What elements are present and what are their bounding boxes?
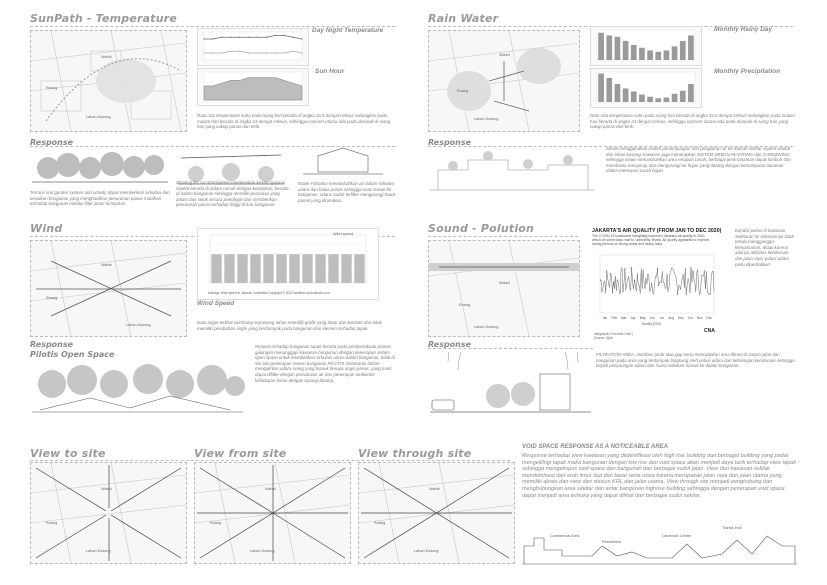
data-point (230, 51, 231, 52)
chart-title-wind: Wind Speed (197, 300, 235, 307)
map-label-ruang: Ruang (210, 521, 222, 525)
view-to-heading: View to site (30, 447, 106, 460)
air-quality-footer: Infographic: Kenneth Chia | Source: IQAir (594, 332, 633, 340)
data-point (248, 37, 249, 38)
data-point (301, 38, 302, 39)
data-point (284, 35, 285, 36)
data-point (266, 37, 267, 38)
bar-nov (680, 41, 686, 60)
month-tick-label: Oct (687, 316, 693, 320)
bar-sep (664, 50, 670, 60)
month-tick-label: Feb (611, 316, 617, 320)
chart-title-rainy: Monthly Rainy Day (714, 26, 773, 33)
month-tick-label: Jan (602, 316, 608, 320)
street-label-4: Transit-Hub (722, 526, 742, 530)
bar-nov (680, 91, 686, 102)
data-point (212, 52, 213, 53)
air-quality-title: JAKARTA'S AIR QUALITY (FROM JAN TO DEC 2020) (592, 228, 722, 234)
divider (428, 348, 593, 349)
bar-may (263, 254, 273, 283)
map-label-lahan-kosong: Lahan Kosong (86, 549, 111, 553)
divider (428, 236, 578, 237)
bar-mar (237, 254, 247, 283)
chart-day-night (197, 28, 309, 66)
bar-may (631, 45, 637, 60)
bar-may (631, 92, 637, 103)
month-tick-label: Sep (677, 316, 684, 320)
month-tick-label: Aug (668, 316, 675, 320)
rain-response-text: Selain menggunakan sistem penampungan dan pengaliran air ke daerah sekitar seperti waduk dan lahan kosong, kawasan juga menerapkan SISTEM URBAN PLANTING dan GARDENING, sehingga selain menambahkan area resapan tanah, berbagai jenis tanaman dapat tumbuh dan membantu menyerap dan mengurangi air hujan yang datang dengan kemampuan tanaman dalam merespon curah hujan. (606, 146, 791, 174)
response-heading: Response (30, 138, 74, 147)
chart-title-sun-hour: Sun Hour (315, 68, 345, 75)
month-tick-label: Mar (621, 316, 627, 320)
bar-apr (250, 254, 260, 283)
data-point (230, 37, 231, 38)
bar-nov (341, 254, 351, 283)
response-text-shading: Shading for cut atmosphere memberikan kesan nyaman seperti berada di dalam rumah dengan kesejukan, berada di dalam bangunan sehingga memiliki perasaan yang dalam dan sejuk secara psikologis dan memberikan penurunan panas terhadap tinggi di luar bangunan. (176, 180, 289, 208)
sun-hour-chart (198, 69, 308, 105)
terrace-garden-sketch (30, 148, 170, 188)
bar-aug (655, 98, 661, 102)
sunpath-heading: SunPath - Temperature (30, 12, 178, 25)
month-tick-label: Jul (659, 316, 664, 320)
bar-apr (623, 41, 629, 60)
bar-jan (598, 33, 604, 60)
wind-chart-xlabel: Average wind speed in Jakarta, Indonesia Copyright © 2022 weather-and-climate.com (208, 291, 330, 295)
data-point (212, 38, 213, 39)
data-point (266, 52, 267, 53)
wind-legend: Wind speed (333, 232, 354, 236)
map-label-wahid: Wahid (101, 487, 112, 491)
sound-side-text: Kondisi polusi di kawasan Sekitaran ini sebenarnya tidak terlalu mengganggu kenyamanan, tetapi karena adanya aktivitas kendaraan dan jalan raya, polusi udara perlu diperhatikan. (735, 228, 794, 267)
street-label-3: Landmark Center (662, 534, 692, 538)
map-label-lahan-kosong: Lahan Kosong (86, 115, 111, 119)
map-label-wahid: Wahid (499, 53, 510, 57)
air-quality-chart (592, 253, 722, 323)
view-to-map (30, 462, 187, 564)
water-filtration-sketch (298, 144, 388, 180)
wind-heading: Wind (30, 222, 63, 235)
void-text: Response terhadap view kawasan yang diidentifikasi oleh high rise building dan berbagai building yang padat mengelilingi tapak maka bangunan dengan low rise dan void space akan menjadi daya tarik terhadap view tapak sehingga mengekspos void space dan bangunan dari berbagai sudut jalan. View dari kawasan sekitar mendominasi dari arah timur laut dan barat serta utara karena merupakan jalan raya dan jalan utama yang memiliki akses dan view dari stasiun KRL dan jalan utama. View through site menjadi penghubung dan menghubungkan area sekitar dan antar bangunan highrise building sehingga dengan penerapan void space dapat menjadi area terbuka yang dapat dilihat dari berbagai sudut sekitar. (522, 453, 796, 499)
response-text-terrace: Terrace and garden system and activity dapat memberikan sirkulasi dan kenaikan bangunan yang menghasilkan penurunan panas matahari terhadap bangunan melalui filter alami tumbuhan. (30, 190, 170, 207)
bar-oct (672, 46, 678, 60)
divider (30, 460, 510, 461)
map-label-lahan-kosong: Lahan Kosong (474, 117, 499, 121)
plot-area (600, 255, 714, 313)
pilotis-text: Respon terhadap bangunan tapak berada pada pemberlakuan proses gulungan menanggapi kawasan bangunan dengan penerapan sistem open space untuk memberikan sirkulasi udara dalam bangunan, tidak di sisi lain penerapan sistem bangunan PILOTIS membantu dalam mengalirkan udara ruang yang masuk berupa angin panas, yang nanti dapat difilter dengan pemakaian air dan penerapan ambience kehidupan hutan dengan batang-batang. (255, 344, 395, 383)
bar-dec (688, 84, 694, 102)
month-tick-label: Dec (706, 316, 713, 320)
chart-wind-speed (197, 228, 379, 300)
site-map-sound (428, 240, 580, 337)
rain-section-sketch (428, 150, 596, 195)
data-point (275, 35, 276, 36)
filtration-text: FILTRATION AREA, memberi jarak atau gap serta menciptakan area filtrasi di antara jalan dan bangunan pada area yang terdampak langsung oleh polusi udara dan kebisingan kendaraan sehingga terjadi penyaringan udara dan suara sebelum masuk ke dalam bangunan. (596, 352, 795, 369)
view-through-map (358, 462, 515, 564)
bar-jun (639, 48, 645, 60)
site-map-sunpath (30, 30, 187, 132)
map-label-wahid: Wahid (499, 281, 510, 285)
cna-logo: CNA (704, 328, 715, 334)
chart-title-precip: Monthly Precipitation (714, 68, 781, 75)
map-label-lahan-kosong: Lahan Kosong (474, 325, 499, 329)
skyline-section-sketch (522, 526, 797, 568)
data-point (239, 37, 240, 38)
street-label-2: Residential (602, 540, 621, 544)
data-point (292, 51, 293, 52)
air-quality-desc: The COVID-19 lockdowns marginally improved Jakarta's air quality in 2020, which on some days rose to 'unhealthy' levels. Air quality appeared to improve during periods of strong winds and heavy rains. (592, 234, 710, 247)
data-point (292, 37, 293, 38)
bar-feb (606, 35, 612, 60)
map-label-wahid: Wahid (429, 487, 440, 491)
map-label-ruang: Ruang (459, 303, 471, 307)
data-point (284, 52, 285, 53)
bar-feb (224, 254, 234, 283)
air-quality-xlabel: Month(2020) (642, 322, 662, 326)
data-point (301, 52, 302, 53)
data-point (221, 52, 222, 53)
monthly-rainy-day-chart (591, 27, 701, 65)
chart-precipitation (590, 68, 702, 108)
wind-text: Data angin terlihat seimbang sepanjang tahun memiliki grafik yang datar dan konstan dan tidak memiliki perubahan angin yang berdampak pada bangunan dan elemen terhadap tapak. (197, 320, 382, 331)
air-quality-infographic (592, 228, 722, 346)
bar-dec (688, 35, 694, 60)
sunpath-text: Rata rata temperature suhu pada siang hari berada di angka 33.5 derajat celsius sedangkan pada malam hari berada di angka 24 derajat celsius, sehingga concern utama ada pada dampak di siang hari yang cukup panas dan terik. (197, 113, 391, 130)
bar-jun (639, 95, 645, 103)
data-point (239, 51, 240, 52)
rain-text: Rata rata temperature suhu pada siang hari berada di angka 33.5 derajat celsius sedangkan pada malam hari berada di angka 24 derajat celsius, sehingga concern utama ada pada dampak di siang hari yang cukup panas dan terik. (590, 113, 795, 130)
bar-mar (615, 84, 621, 102)
day-night-temperature-chart (198, 29, 308, 65)
bar-jun (276, 254, 286, 283)
sound-heading: Sound - Polution (428, 222, 535, 235)
month-tick-label: May (639, 316, 646, 320)
pilotis-heading: Pilotis Open Space (30, 350, 115, 359)
bar-feb (606, 78, 612, 102)
bar-apr (623, 89, 629, 103)
site-map-rain (428, 30, 580, 132)
chart-sun-hour (197, 68, 309, 106)
map-label-wahid: Wahid (265, 487, 276, 491)
chart-title-day-night: Day Night Temperature (312, 27, 384, 34)
bar-jan (211, 254, 221, 283)
bar-aug (302, 254, 312, 283)
map-label-wahid: Wahid (101, 263, 112, 267)
bar-oct (672, 94, 678, 102)
response-heading: Response (428, 340, 472, 349)
map-label-lahan-kosong: Lahan Kosong (250, 549, 275, 553)
response-heading: Response (428, 138, 472, 147)
map-label-lahan-kosong: Lahan Kosong (414, 549, 439, 553)
bar-dec (354, 254, 364, 283)
map-label-ruang: Ruang (457, 89, 469, 93)
view-through-heading: View through site (358, 447, 472, 460)
response-text-water: Water Filtration menambahkan air dalam sirkulasi udara dan hawa panas sehingga saat masuk ke bangunan, udara sudah terfilter mengurangi hawa panas yang dirasakan. (298, 181, 396, 203)
pilotis-section-sketch (30, 362, 245, 420)
bar-jan (598, 74, 604, 103)
bar-oct (328, 254, 338, 283)
bar-jul (289, 254, 299, 283)
data-point (203, 38, 204, 39)
map-label-wahid: Wahid (101, 55, 112, 59)
data-point (221, 37, 222, 38)
data-point (203, 52, 204, 53)
month-tick-label: Jun (649, 316, 655, 320)
bar-sep (315, 254, 325, 283)
wind-speed-chart (198, 229, 378, 291)
monthly-precipitation-chart (591, 69, 701, 107)
map-label-ruang: Ruang (374, 521, 386, 525)
month-tick-label: Nov (696, 316, 703, 320)
response-heading: Response (30, 340, 74, 349)
filtration-section-sketch (428, 352, 593, 420)
view-from-heading: View from site (194, 447, 287, 460)
bar-sep (664, 98, 670, 103)
chart-rainy-day (590, 26, 702, 66)
map-label-ruang: Ruang (46, 521, 58, 525)
month-tick-label: Apr (630, 316, 636, 320)
map-label-ruang: Ruang (46, 86, 58, 90)
street-label-1: Commercial Area (550, 534, 580, 538)
map-label-ruang: Ruang (46, 296, 58, 300)
data-point (248, 52, 249, 53)
bar-mar (615, 37, 621, 60)
data-point (257, 52, 258, 53)
rainwater-heading: Rain Water (428, 12, 499, 25)
bar-jul (647, 50, 653, 60)
data-point (257, 37, 258, 38)
bar-jul (647, 97, 653, 102)
bar-aug (655, 52, 661, 60)
view-from-map (194, 462, 351, 564)
void-title: VOID SPACE RESPONSE AS A NOTICEABLE AREA (522, 444, 669, 450)
data-point (275, 52, 276, 53)
site-map-wind (30, 240, 187, 337)
map-label-lahan-kosong: Lahan Kosong (126, 323, 151, 327)
